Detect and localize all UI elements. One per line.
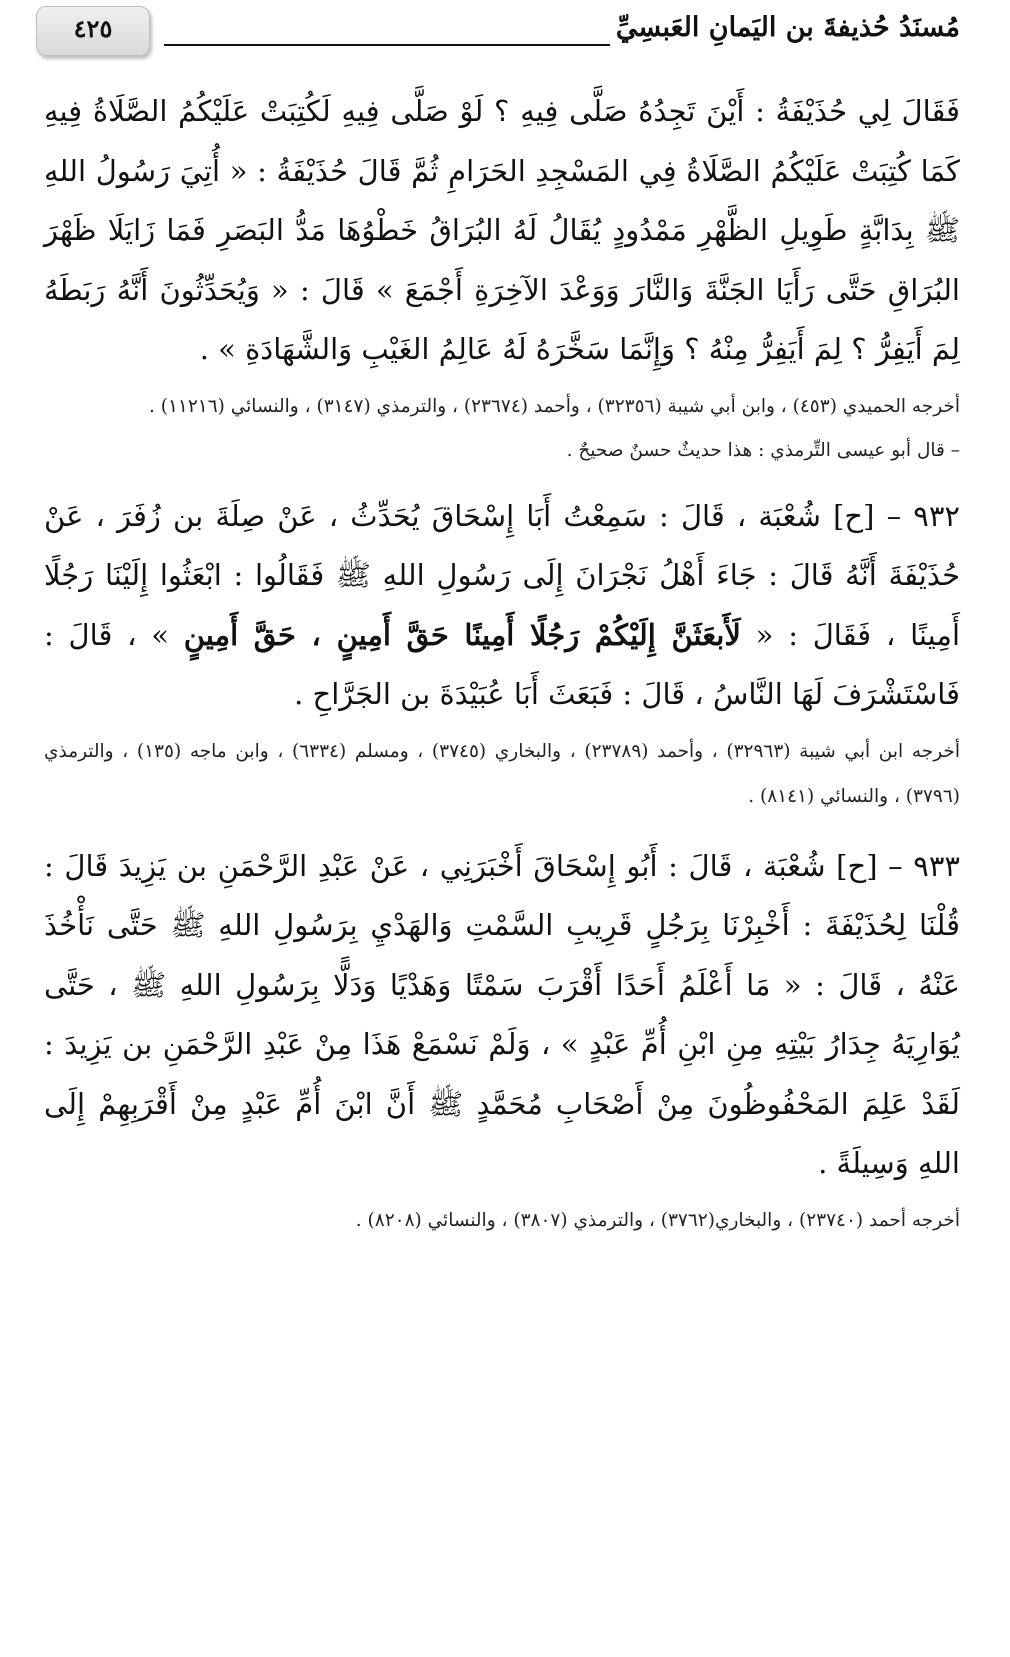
hadith-932-bold-quote: لَأَبعَثَنَّ إِلَيْكُمْ رَجُلًا أَمِينًا حَقَّ أَمِينٍ ، حَقَّ أَمِينٍ [183,617,741,652]
takhrij-933: أخرجه أحمد (٢٣٧٤٠) ، والبخاري(٣٧٦٢) ، والترمذي (٣٨٠٧) ، والنسائي (٨٢٠٨) . [355,1209,960,1231]
tirmidhi-grading-931: – قال أبو عيسى التِّرمذي : هذا حديثٌ حسنٌ صحيحٌ . [566,439,960,461]
hadith-931-continuation: فَقَالَ لِي حُذَيْفَةُ : أَيْنَ تَجِدُهُ صَلَّى فِيهِ ؟ لَوْ صَلَّى فِيهِ لَكُتِبَتْ عَلَيْكُمُ الصَّلَاةُ فِيهِ كَمَا كُتِبَتْ عَلَيْكُمُ الصَّلَاةُ فِي المَسْجِدِ الحَرَامِ ثُمَّ قَالَ حُذَيْفَةُ : « أُتِيَ رَسُولُ اللهِ ﷺ بِدَابَّةٍ طَوِيلِ الظَّهْرِ مَمْدُودٍ يُقَالُ لَهُ البُرَاقُ خَطْوُهَا مَدُّ البَصَرِ فَمَا زَايَلَا ظَهْرَ البُرَاقِ حَتَّى رَأَيَا الجَنَّةَ وَالنَّارَ وَوَعْدَ الآخِرَةِ أَجْمَعَ » قَالَ : « وَيُحَدِّثُونَ أَنَّهُ رَبَطَهُ لِمَ أَيَفِرُّ ؟ لِمَ أَيَفِرُّ مِنْهُ ؟ وَإِنَّمَا سَخَّرَهُ لَهُ عَالِمُ الغَيْبِ وَالشَّهَادَةِ » . [44,94,960,366]
page-number-tab [36,6,150,56]
running-title: مُسنَدُ حُذيفةَ بن اليَمانِ العَبسِيِّ [615,12,960,43]
page-content [44,82,960,1243]
takhrij-931: أخرجه الحميدي (٤٥٣) ، وابن أبي شيبة (٣٢٣٥٦) ، وأحمد (٢٣٦٧٤) ، والترمذي (٣١٤٧) ، والنسائي (١١٢١٦) . [148,395,960,417]
takhrij-932: أخرجه ابن أبي شيبة (٣٢٩٦٣) ، وأحمد (٢٣٧٨٩) ، والبخاري (٣٧٤٥) ، ومسلم (٦٣٣٤) ، وابن ماجه (١٣٥) ، والترمذي (٣٧٩٦) ، والنسائي (٨١٤١) . [44,740,960,807]
hadith-932-text-end: » ، قَالَ : فَاسْتَشْرَفَ لَهَا النَّاسُ ، قَالَ : فَبَعَثَ أَبَا عُبَيْدَةَ بن الجَرَّاحِ . [44,617,960,711]
hadith-932-text-start: ٩٣٢ – [ح] شُعْبَة ، قَالَ : سَمِعْتُ أَبَا إِسْحَاقَ يُحَدِّثُ ، عَنْ صِلَةَ بن زُفَرَ ، عَنْ حُذَيْفَةَ أَنَّهُ قَالَ : جَاءَ أَهْلُ نَجْرَانَ إِلَى رَسُولِ اللهِ ﷺ فَقَالُوا : ابْعَثُوا إِلَيْنَا رَجُلًا أَمِينًا ، فَقَالَ : « [44,498,961,652]
running-header [36,6,960,58]
page-number: ٤٢٥ [73,14,113,43]
header-rule [164,44,610,46]
hadith-933: ٩٣٣ – [ح] شُعْبَة ، قَالَ : أَبُو إِسْحَاقَ أَخْبَرَنِي ، عَنْ عَبْدِ الرَّحْمَنِ بن يَزِيدَ قَالَ : قُلْنَا لِحُذَيْفَةَ : أَخْبِرْنَا بِرَجُلٍ قَرِيبِ السَّمْتِ وَالهَدْيِ بِرَسُولِ اللهِ ﷺ حَتَّى نَأْخُذَ عَنْهُ ، قَالَ : « مَا أَعْلَمُ أَحَدًا أَقْرَبَ سَمْتًا وَهَدْيًا وَدَلًّا بِرَسُولِ اللهِ ﷺ ، حَتَّى يُوَارِيَهُ جِدَارُ بَيْتِهِ مِنِ ابْنِ أُمِّ عَبْدٍ » ، وَلَمْ نَسْمَعْ هَذَا مِنْ عَبْدِ الرَّحْمَنِ بن يَزِيدَ : لَقَدْ عَلِمَ المَحْفُوظُونَ مِنْ أَصْحَابِ مُحَمَّدٍ ﷺ أَنَّ ابْنَ أُمِّ عَبْدٍ مِنْ أَقْرَبِهِمْ إِلَى اللهِ وَسِيلَةً . [44,848,960,1180]
hadith-932 [44,487,960,725]
